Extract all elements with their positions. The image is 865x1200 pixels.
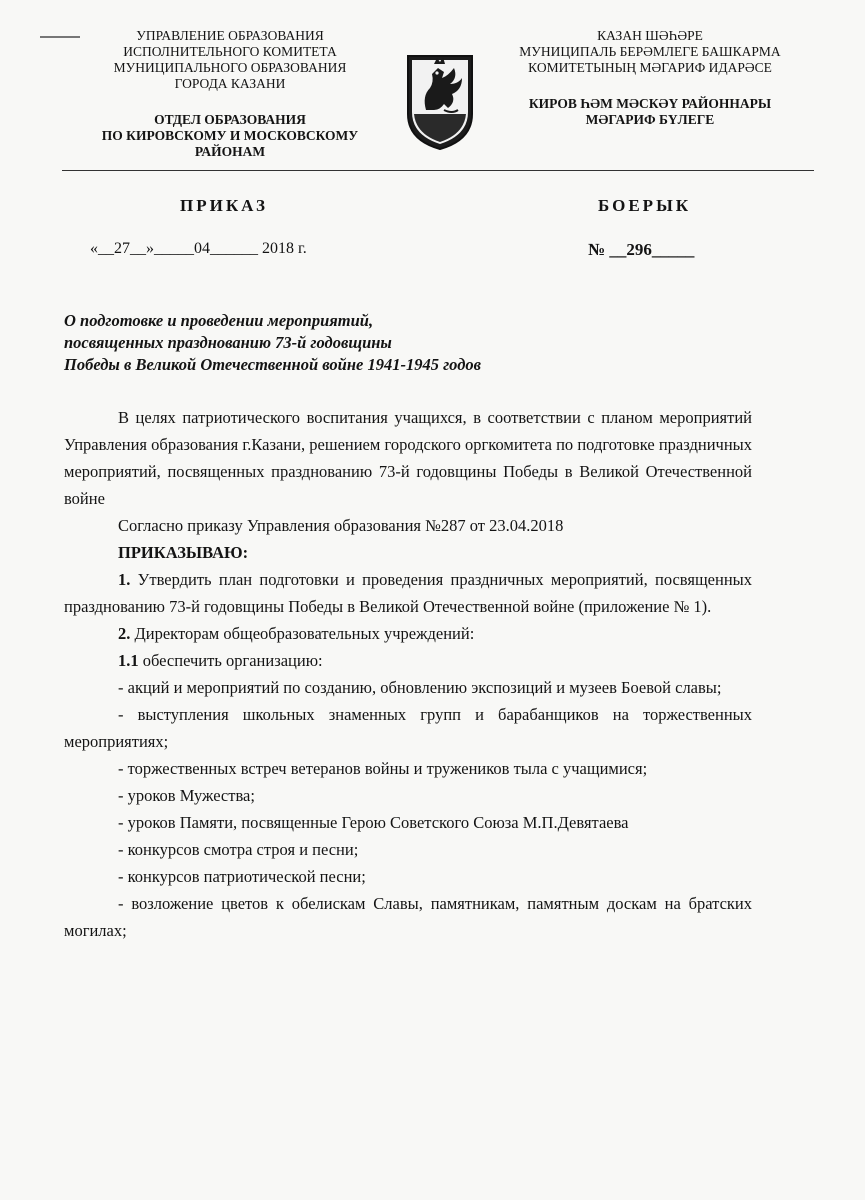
header-left-dept-line: РАЙОНАМ (194, 144, 266, 159)
paragraph-2 (64, 620, 752, 647)
header-right-department (500, 96, 800, 128)
order-number: № __296_____ (588, 240, 695, 259)
header-left-dept-line: ОТДЕЛ ОБРАЗОВАНИЯ (154, 112, 306, 127)
paragraph-1 (64, 566, 752, 620)
header-right-line: КАЗАН ШӘҺӘРЕ (597, 28, 703, 43)
header-left-line: УПРАВЛЕНИЕ ОБРАЗОВАНИЯ (136, 28, 324, 43)
title-prikaz: ПРИКАЗ (180, 196, 268, 215)
paragraph-1-number: 1. (118, 570, 131, 589)
subject-line: О подготовке и проведении мероприятий, (64, 311, 374, 330)
paragraph-2-1-text: обеспечить организацию: (138, 651, 323, 670)
according-paragraph: Согласно приказу Управления образования №287 от 23.04.2018 (118, 516, 564, 535)
order-word: ПРИКАЗЫВАЮ: (118, 543, 249, 562)
list-item: - конкурсов смотра строя и песни; (118, 840, 359, 859)
intro-paragraph: В целях патриотического воспитания учащихся, в соответствии с планом мероприятий Управления образования г.Казани, решением городского оргкомитета по подготовке праздничных мероприятий, посвященных празднованию 73-й годовщины Победы в Великой Отечественной войне (64, 408, 752, 508)
header-left-line: ГОРОДА КАЗАНИ (174, 76, 286, 91)
kazan-coat-of-arms-icon (404, 52, 476, 152)
title-boeryk: БОЕРЫК (598, 196, 692, 215)
order-date: «__27__»_____04______ 2018 г. (90, 240, 307, 257)
header-right-block (500, 28, 800, 128)
list-item: - уроков Мужества; (118, 786, 255, 805)
subject-line: Победы в Великой Отечественной войне 1941-1945 годов (64, 355, 482, 374)
list-item: - возложение цветов к обелискам Славы, памятникам, памятным доскам на братских могилах; (64, 894, 752, 940)
list-item: - торжественных встреч ветеранов войны и тружеников тыла с учащимися; (118, 759, 648, 778)
header-right-dept-line: МӘГАРИФ БҮЛЕГЕ (585, 112, 715, 127)
list-item: - выступления школьных знаменных групп и барабанщиков на торжественных мероприятиях; (64, 705, 752, 751)
order-subject (64, 310, 764, 376)
header-left-line: ИСПОЛНИТЕЛЬНОГО КОМИТЕТА (123, 44, 337, 59)
list-item: - акций и мероприятий по созданию, обновлению экспозиций и музеев Боевой славы; (118, 678, 722, 697)
header-left-line: МУНИЦИПАЛЬНОГО ОБРАЗОВАНИЯ (113, 60, 347, 75)
list-item: - уроков Памяти, посвященные Герою Советского Союза М.П.Девятаева (118, 813, 629, 832)
header-right-line: КОМИТЕТЫНЫҢ МӘГАРИФ ИДАРӘСЕ (528, 60, 772, 75)
paragraph-1-text: Утвердить план подготовки и проведения праздничных мероприятий, посвященных празднованию 73-й годовщины Победы в Великой Отечественной войне (приложение № 1). (64, 570, 752, 616)
paragraph-2-1 (64, 647, 752, 674)
paragraph-2-number: 2. (118, 624, 131, 643)
header-right-line: МУНИЦИПАЛЬ БЕРӘМЛЕГЕ БАШКАРМА (519, 44, 781, 59)
order-body (64, 404, 752, 944)
header-left-dept-line: ПО КИРОВСКОМУ И МОСКОВСКОМУ (101, 128, 359, 143)
paragraph-2-1-number: 1.1 (118, 651, 139, 670)
header-left-department (95, 112, 365, 160)
list-item: - конкурсов патриотической песни; (118, 867, 366, 886)
header-right-dept-line: КИРОВ ҺӘМ МӘСКӘҮ РАЙОННАРЫ (528, 96, 772, 111)
header-left-block (95, 28, 365, 160)
paragraph-2-text: Директорам общеобразовательных учреждений: (130, 624, 475, 643)
scan-corner-mark (40, 36, 80, 38)
subject-line: посвященных празднованию 73-й годовщины (64, 333, 392, 352)
header-divider (62, 170, 814, 171)
